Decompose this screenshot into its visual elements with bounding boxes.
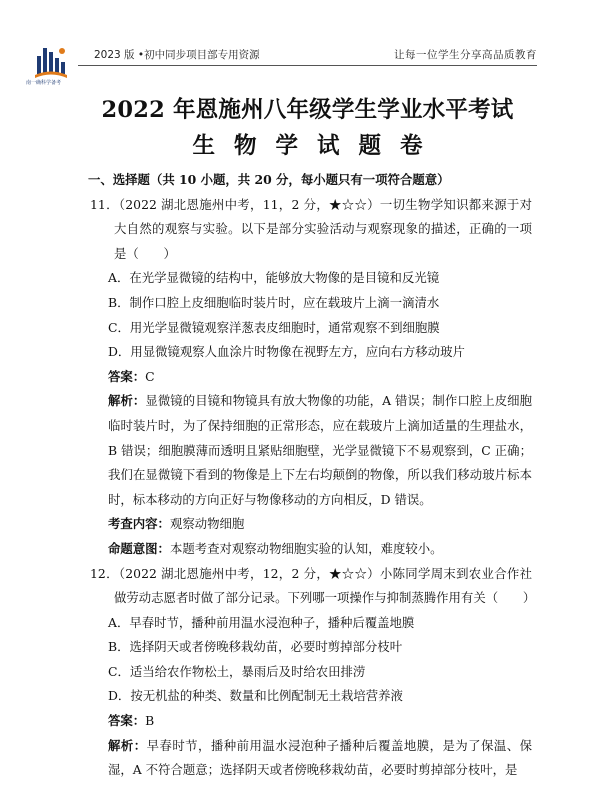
question-text: ）小陈同学周末到农业合作社做劳动志愿者时做了部分记录。下列哪一项操作与抑制蒸腾作用有关（ ）: [114, 565, 536, 606]
option-c: C．用光学显微镜观察洋葱表皮细胞时，通常观察不到细胞膜: [108, 319, 440, 335]
intent-label: 命题意图：: [108, 540, 170, 556]
analysis-paragraph: [90, 734, 532, 783]
intent-line: [90, 537, 532, 562]
content-text: 观察动物细胞: [169, 516, 245, 532]
answer-value: C: [145, 368, 155, 384]
question-number: 11．: [90, 196, 119, 212]
question-text: ）一切生物学知识都来源于对大自然的观察与实验。以下是部分实验活动与观察现象的描述，正确的一项是（ ）: [114, 196, 533, 261]
answer-line: [90, 709, 532, 734]
analysis-label: 解析：: [108, 737, 147, 753]
option-b: B．制作口腔上皮细胞临时装片时，应在载玻片上滴一滴清水: [108, 294, 440, 310]
document-body: [88, 168, 536, 783]
section-heading: 一、选择题（共 10 小题，共 20 分，每小题只有一项符合题意）: [88, 172, 450, 187]
question-stem: [90, 562, 536, 611]
answer-line: [90, 365, 532, 390]
analysis-paragraph: [90, 389, 532, 512]
difficulty-stars: ★☆☆: [329, 565, 368, 581]
option-a: A．早春时节，播种前用温水浸泡种子，播种后覆盖地膜: [108, 614, 415, 630]
logo-caption: 南一确科学备考: [26, 80, 62, 86]
question-source: （2022 湖北恩施州中考，11，2 分，: [118, 196, 330, 212]
question-stem: [90, 193, 532, 267]
answer-label: 答案：: [108, 368, 146, 384]
exam-subtitle: 生物学试题卷: [192, 133, 442, 159]
difficulty-stars: ★☆☆: [329, 196, 368, 212]
edition-label: 2023 版 •初中同步项目部专用资源: [94, 49, 260, 61]
answer-label: 答案：: [108, 713, 146, 729]
analysis-text: 显微镜的目镜和物镜具有放大物像的功能，A 错误；制作口腔上皮细胞临时装片时，为了保持细胞的正常形态，应在载玻片上滴加适量的生理盐水，B 错误；细胞膜薄而透明且紧贴细胞壁，光学显微镜下不易观察到，C 正确；我们在显微镜下看到的物像是上下左右均颠倒的物像，所以我们移动玻片标本时，标本移动的方向正好与物像移动的方向相反，D 错误。: [108, 393, 532, 507]
option-b: B．选择阴天或者傍晚移栽幼苗，必要时剪掉部分枝叶: [108, 639, 403, 655]
analysis-text: 早春时节，播种前用温水浸泡种子播种后覆盖地膜，是为了保温、保湿，A 不符合题意；选择阴天或者傍晚移栽幼苗，必要时剪掉部分枝叶，是: [108, 737, 533, 778]
option-c: C．适当给农作物松土，暴雨后及时给农田排涝: [108, 663, 366, 679]
slogan: 让每一位学生分享高品质教育: [394, 49, 537, 61]
question-number: 12．: [90, 565, 119, 581]
content-line: [90, 512, 532, 537]
exam-title: 2022 年恩施州八年级学生学业水平考试: [101, 97, 514, 123]
option-a: A．在光学显微镜的结构中，能够放大物像的是目镜和反光镜: [108, 270, 440, 286]
header-divider: [78, 65, 537, 66]
content-label: 考查内容：: [108, 516, 170, 532]
answer-value: B: [145, 713, 155, 729]
option-d: D．按无机盐的种类、数量和比例配制无土栽培营养液: [108, 688, 403, 704]
intent-text: 本题考查对观察动物细胞实验的认知，难度较小。: [169, 540, 443, 556]
option-d: D．用显微镜观察人血涂片时物像在视野左方，应向右方移动玻片: [108, 344, 465, 360]
page-header: [0, 0, 615, 86]
publisher-logo: [34, 42, 68, 82]
analysis-label: 解析：: [108, 393, 146, 409]
question-source: （2022 湖北恩施州中考，12，2 分，: [118, 565, 330, 581]
